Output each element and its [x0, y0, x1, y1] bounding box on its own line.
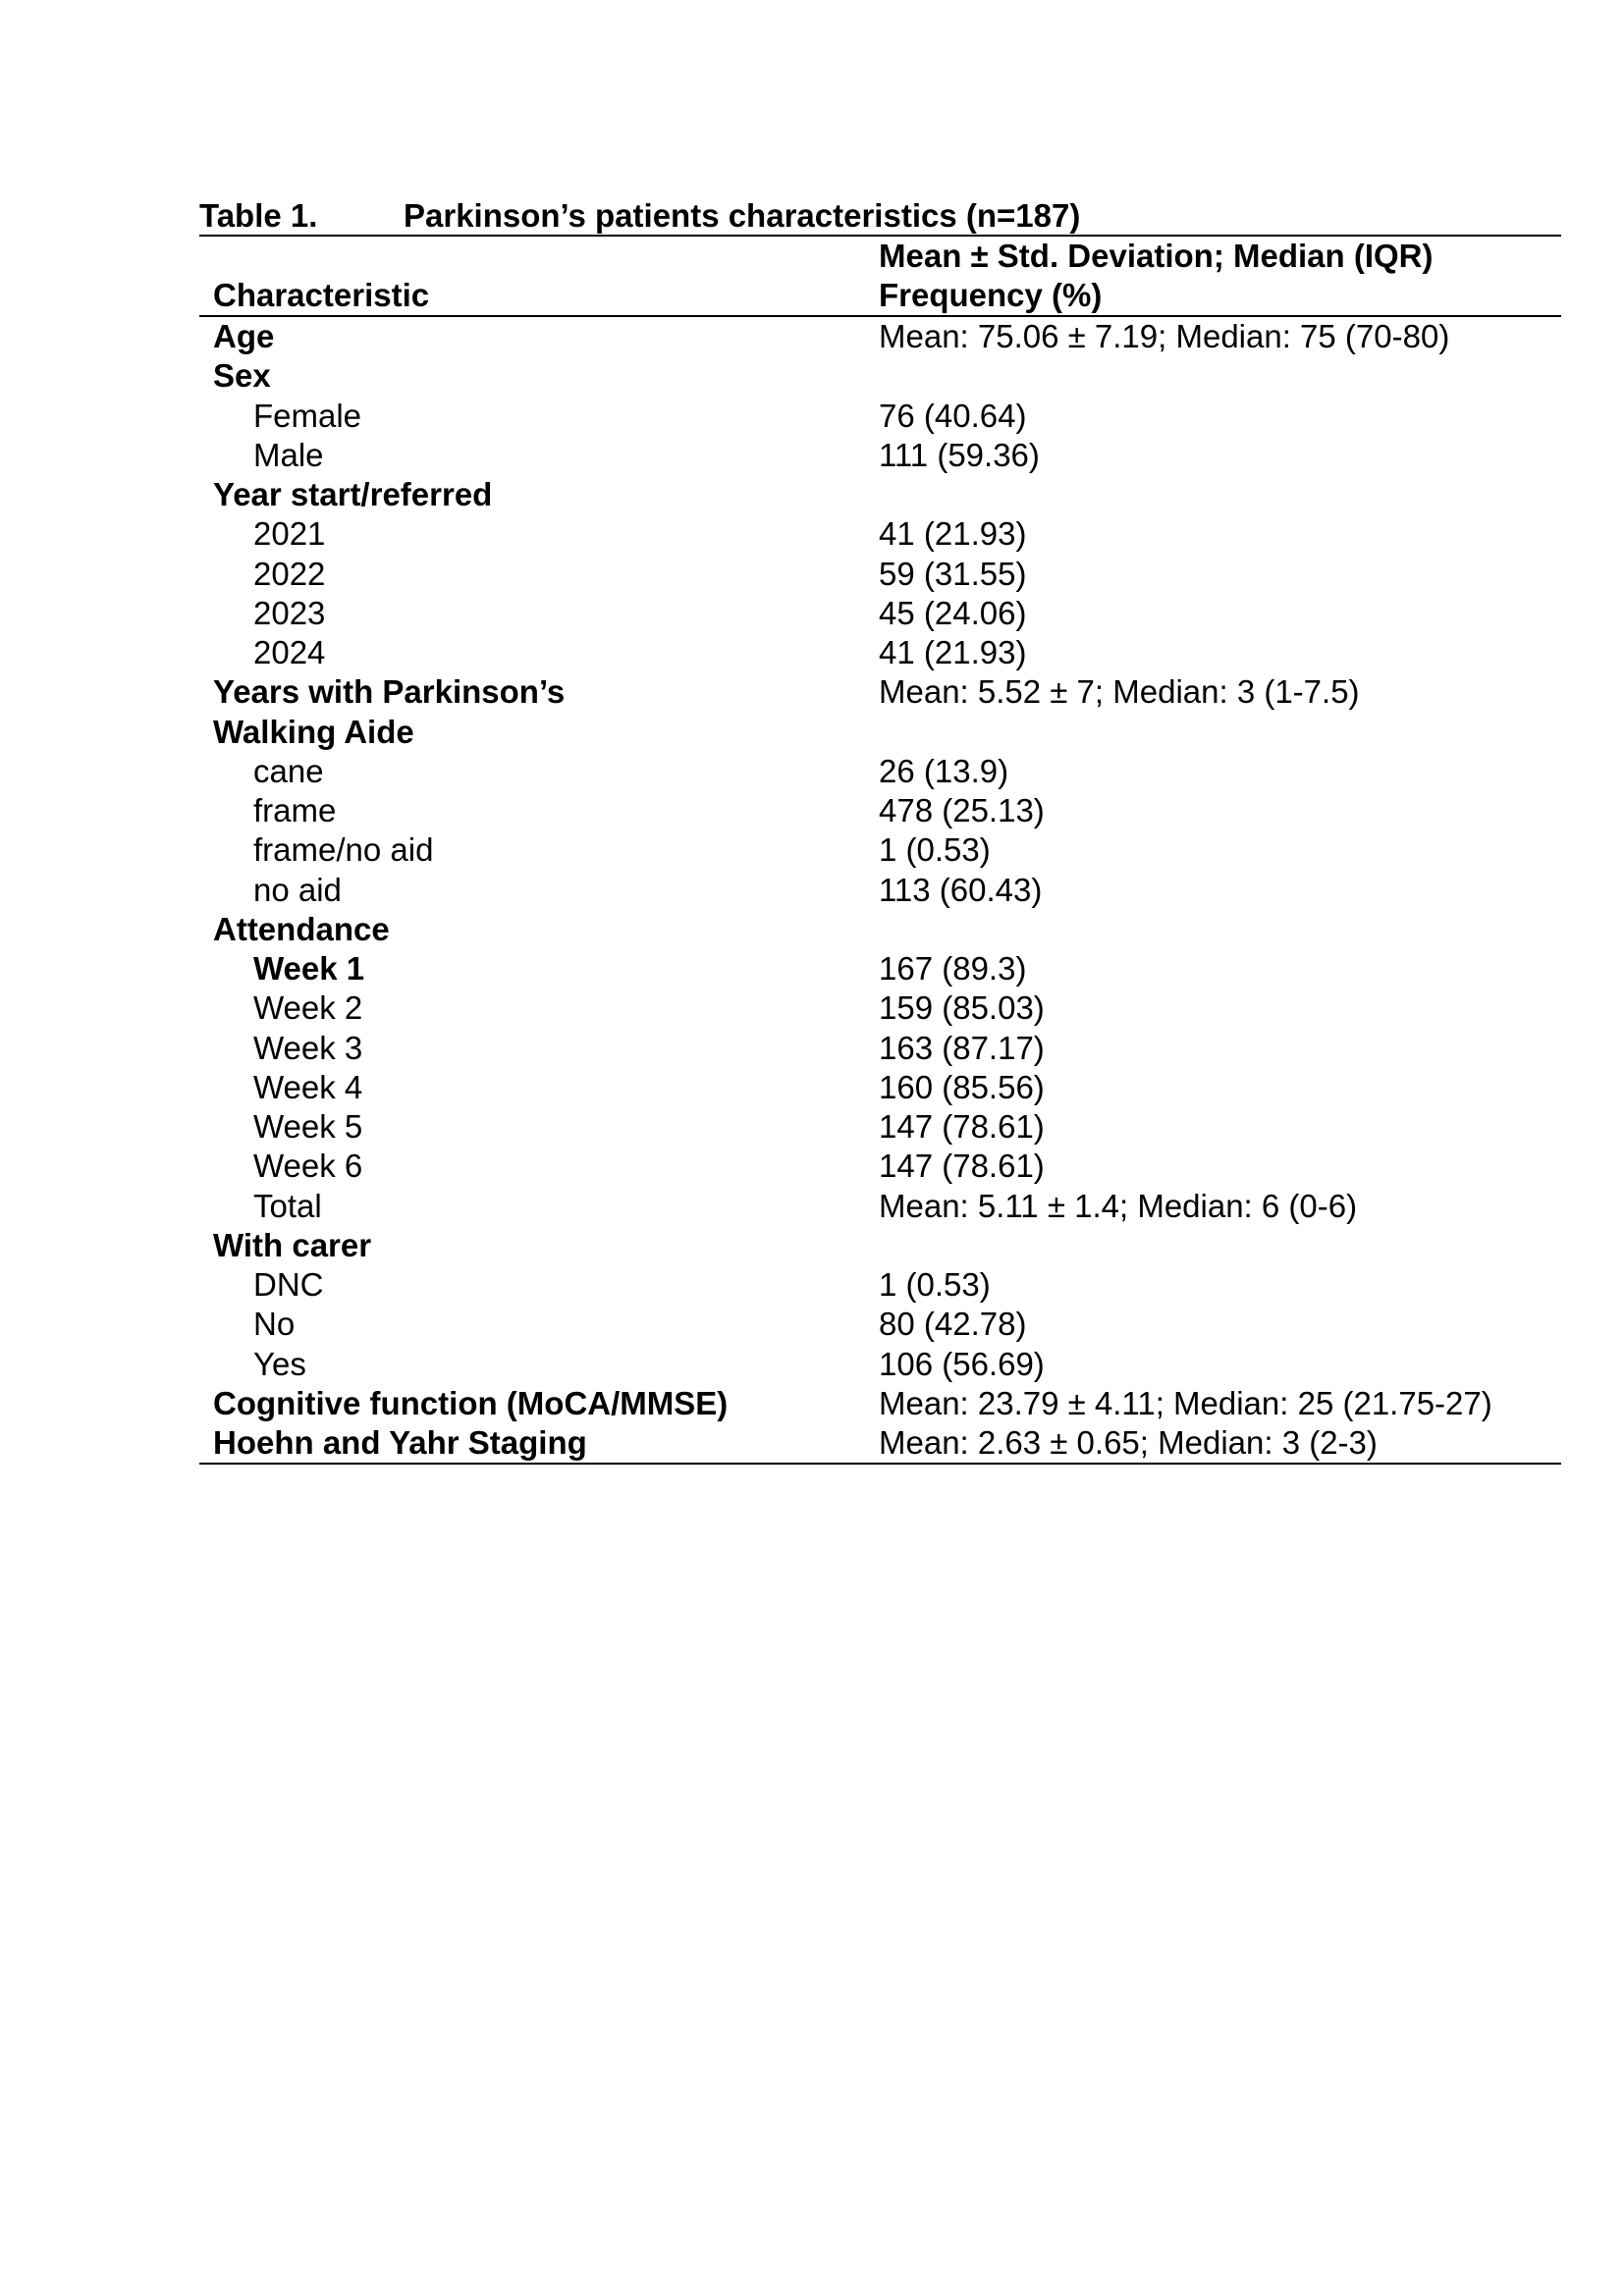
table-row-frame [199, 791, 1561, 830]
table-row-week-3 [199, 1029, 1561, 1068]
row-label: Years with Parkinson’s [213, 673, 566, 711]
row-value: 167 (89.3) [879, 950, 1027, 987]
header-statistic [879, 237, 1433, 315]
table-caption [199, 196, 1561, 236]
row-label: Week 6 [253, 1148, 363, 1185]
table-row-week-1 [199, 949, 1561, 988]
row-label: 2024 [253, 634, 326, 670]
row-value: Mean: 2.63 ± 0.65; Median: 3 (2-3) [879, 1424, 1378, 1461]
table-row-male [199, 436, 1561, 475]
characteristics-table [199, 235, 1561, 1465]
table-title: Parkinson’s patients characteristics (n=187) [404, 197, 1081, 234]
table-row-week-6 [199, 1147, 1561, 1186]
row-label: Hoehn and Yahr Staging [213, 1424, 587, 1461]
row-value: 59 (31.55) [879, 555, 1027, 592]
row-label: frame [253, 792, 337, 828]
row-value: 80 (42.78) [879, 1306, 1027, 1343]
table-row-total [199, 1187, 1561, 1226]
table-row-year-start [199, 475, 1561, 514]
row-value: 113 (60.43) [879, 871, 1043, 908]
row-label: Week 5 [253, 1108, 363, 1145]
table-row-dnc [199, 1265, 1561, 1305]
row-label: Attendance [213, 910, 390, 947]
row-label: frame/no aid [253, 831, 434, 869]
table-row-female [199, 397, 1561, 436]
header-statistic-line2: Frequency (%) [879, 277, 1103, 313]
row-value: 106 (56.69) [879, 1345, 1045, 1382]
row-value: 1 (0.53) [879, 1266, 991, 1303]
table-row-week-4 [199, 1068, 1561, 1107]
row-label: Yes [253, 1345, 306, 1382]
row-label: 2023 [253, 594, 326, 631]
row-value: Mean: 75.06 ± 7.19; Median: 75 (70-80) [879, 318, 1450, 354]
table-row-attendance [199, 910, 1561, 949]
row-value: 147 (78.61) [879, 1108, 1045, 1145]
row-label: No [253, 1306, 296, 1343]
row-value: 163 (87.17) [879, 1029, 1045, 1066]
row-value: 160 (85.56) [879, 1068, 1045, 1105]
row-label: Sex [213, 357, 271, 395]
table-row-sex [199, 356, 1561, 396]
row-label: Cognitive function (MoCA/MMSE) [213, 1384, 729, 1421]
table-row-age [199, 317, 1561, 356]
row-label: Total [253, 1187, 322, 1224]
row-label: Week 3 [253, 1029, 363, 1066]
row-label: Walking Aide [213, 713, 414, 750]
table-row-years-with-parkinsons [199, 672, 1561, 712]
row-value: 159 (85.03) [879, 989, 1045, 1027]
row-label: Male [253, 436, 324, 473]
row-value: 1 (0.53) [879, 831, 991, 869]
table-row-2023 [199, 594, 1561, 633]
row-value: Mean: 5.11 ± 1.4; Median: 6 (0-6) [879, 1187, 1358, 1224]
table-number: Table 1. [199, 197, 318, 234]
table-row-2022 [199, 555, 1561, 594]
table-row-frame-no-aid [199, 830, 1561, 870]
table-row-week-5 [199, 1107, 1561, 1147]
header-characteristic: Characteristic [213, 277, 430, 313]
table-row-week-2 [199, 988, 1561, 1028]
row-label: Week 1 [253, 950, 365, 987]
row-label: cane [253, 752, 324, 789]
row-value: 45 (24.06) [879, 594, 1027, 631]
row-value: 41 (21.93) [879, 634, 1027, 670]
row-value: Mean: 5.52 ± 7; Median: 3 (1-7.5) [879, 673, 1360, 711]
row-label: Week 4 [253, 1068, 363, 1105]
row-value: 41 (21.93) [879, 515, 1027, 553]
row-label: 2021 [253, 515, 326, 553]
row-label: With carer [213, 1226, 372, 1263]
row-label: Week 2 [253, 989, 363, 1027]
row-label: no aid [253, 871, 342, 908]
table-row-cane [199, 752, 1561, 791]
row-value: 478 (25.13) [879, 792, 1045, 828]
row-value: Mean: 23.79 ± 4.11; Median: 25 (21.75-27) [879, 1384, 1492, 1421]
row-value: 147 (78.61) [879, 1148, 1045, 1185]
table-row-walking-aide [199, 713, 1561, 752]
table-row-2021 [199, 514, 1561, 554]
table-row-no [199, 1305, 1561, 1344]
row-label: 2022 [253, 555, 326, 592]
row-value: 111 (59.36) [879, 436, 1040, 473]
row-label: Age [213, 318, 275, 354]
row-label: Female [253, 397, 362, 434]
header-statistic-line1: Mean ± Std. Deviation; Median (IQR) [879, 238, 1434, 274]
table-row-cognitive-function [199, 1384, 1561, 1423]
table-header [199, 237, 1561, 317]
row-label: Year start/referred [213, 476, 493, 512]
table-row-2024 [199, 633, 1561, 672]
row-label: DNC [253, 1266, 324, 1303]
table-row-with-carer [199, 1226, 1561, 1265]
table-row-hoehn-yahr [199, 1423, 1561, 1463]
row-value: 76 (40.64) [879, 397, 1027, 434]
table-row-no-aid [199, 871, 1561, 910]
row-value: 26 (13.9) [879, 752, 1009, 789]
table-row-yes [199, 1345, 1561, 1384]
